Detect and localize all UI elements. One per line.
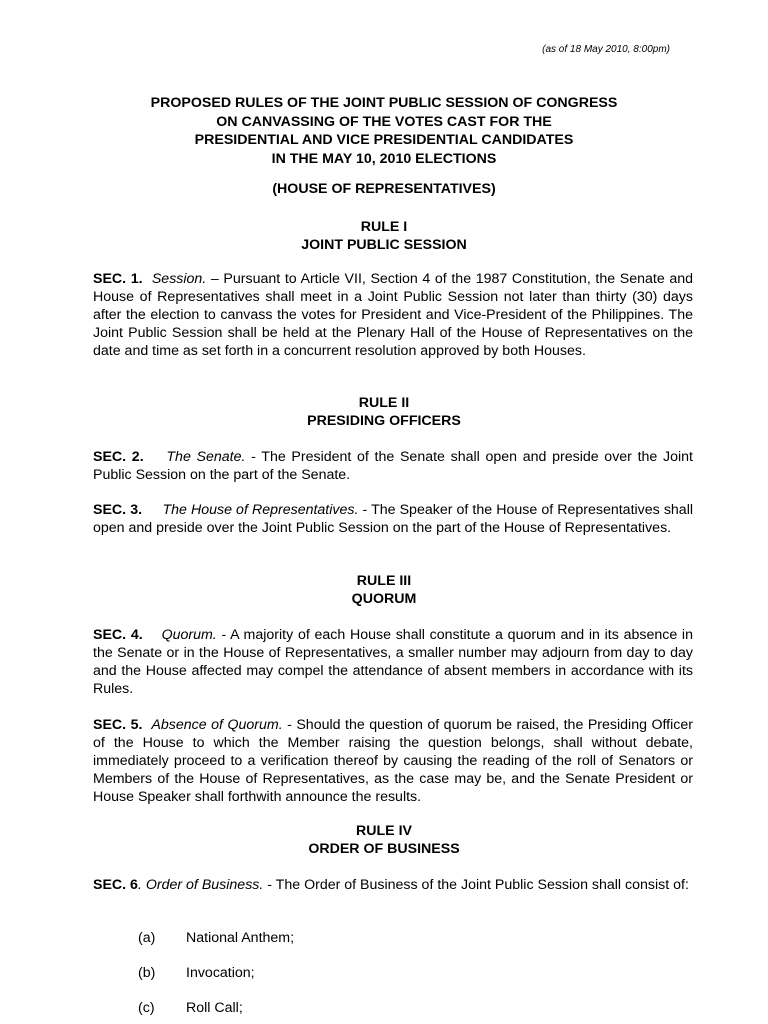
section-number: SEC. 5. [93,717,143,733]
section-6 [93,876,693,894]
date-stamp: (as of 18 May 2010, 8:00pm) [542,44,670,55]
list-item [138,965,255,981]
rule-number: RULE IV [356,823,412,839]
section-number: SEC. 1. [93,271,143,287]
section-text: - Should the question of quorum be raised, the Presiding Officer of the House to which the Member raising the question belongs, shall without debate, immediately proceed to a verification thereof by causing the reading of the roll of Senators or Members of the House of Representatives, as the case may be, and the Senate President or House Speaker shall forthwith announce the results. [93,717,693,805]
section-2 [93,448,693,484]
section-text: – Pursuant to Article VII, Section 4 of the 1987 Constitution, the Senate and House of Representatives shall meet in a Joint Public Session not later than thirty (30) days after the election to canvass the votes for President and Vice-President of the Philippines. The Joint Public Session shall be held at the Plenary Hall of the House of Representatives on the date and time as set forth in a concurrent resolution approved by both Houses. [93,271,694,359]
section-caption: Session. [151,271,207,287]
section-number: SEC. 2. [93,449,144,465]
section-caption: The Senate. [166,449,246,465]
item-text: Roll Call; [186,1000,243,1016]
section-text: - The Speaker of the House of Representatives shall open and preside over the Joint Public Session on the part of the House of Representatives. [93,502,694,536]
rule-name: JOINT PUBLIC SESSION [301,237,467,253]
section-caption: Absence of Quorum. [151,717,283,733]
rule-name: ORDER OF BUSINESS [308,841,460,857]
rule-heading-4 [0,822,768,858]
item-text: National Anthem; [186,930,295,946]
item-text: Invocation; [186,965,255,981]
section-caption: The House of Representatives. [162,502,359,518]
section-caption: Quorum. [161,627,217,643]
rule-number: RULE I [360,219,408,235]
house-heading: (HOUSE OF REPRESENTATIVES) [272,181,496,197]
section-5 [93,716,693,806]
section-text: - A majority of each House shall constitute a quorum and in its absence in the Senate or in the House of Representatives, a smaller number may adjourn from day to day and the House affected may compel the attendance of absent members in accordance with its Rules. [93,627,693,697]
section-4 [93,626,693,698]
list-item [138,930,294,946]
title-line: ON CANVASSING OF THE VOTES CAST FOR THE [216,113,552,130]
item-label: (a) [138,930,156,946]
list-item [138,1000,243,1016]
rule-number: RULE II [358,395,410,411]
title-line: PRESIDENTIAL AND VICE PRESIDENTIAL CANDIDATES [194,132,574,148]
rule-name: PRESIDING OFFICERS [307,413,461,429]
section-3 [93,501,693,537]
document-title [0,94,768,168]
section-text: - The President of the Senate shall open and preside over the Joint Public Session on the part of the Senate. [93,449,693,483]
rule-heading-3 [0,572,768,608]
section-text: - The Order of Business of the Joint Public Session shall consist of: [263,877,689,893]
rule-name: QUORUM [351,591,417,607]
item-label: (b) [138,965,156,981]
title-line: IN THE MAY 10, 2010 ELECTIONS [271,150,497,167]
section-number: SEC. 4. [93,627,143,643]
item-label: (c) [138,1000,155,1016]
section-caption: . Order of Business. [137,877,264,893]
rule-heading-2 [0,394,768,430]
section-1 [93,270,693,360]
rule-heading-1 [0,218,768,254]
section-number: SEC. 3. [93,502,143,518]
title-line: PROPOSED RULES OF THE JOINT PUBLIC SESSION OF CONGRESS [150,95,618,111]
section-number: SEC. 6 [93,877,138,893]
rule-number: RULE III [356,573,412,589]
